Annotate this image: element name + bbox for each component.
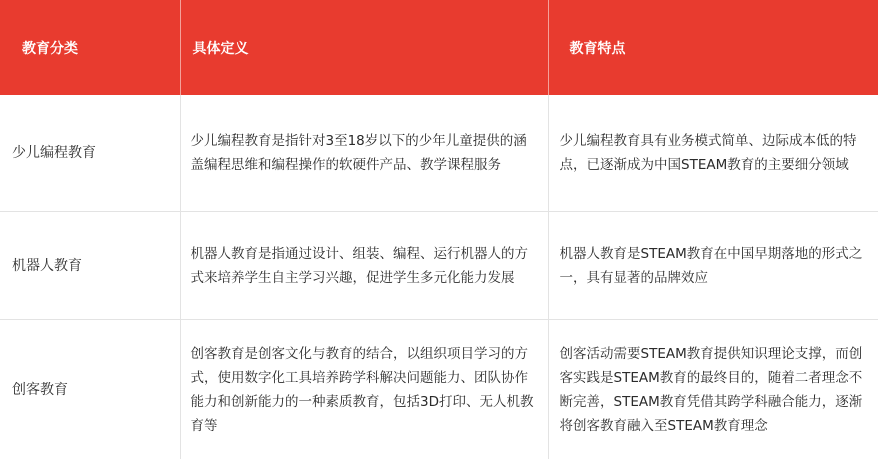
table-header-row — [0, 0, 878, 95]
row-category: 创客教育 — [0, 320, 180, 459]
row-category: 少儿编程教育 — [0, 95, 180, 211]
row-features: 机器人教育是STEAM教育在中国早期落地的形式之一，具有显著的品牌效应 — [548, 211, 878, 319]
header-features: 教育特点 — [569, 40, 626, 57]
row-definition: 少儿编程教育是指针对3至18岁以下的少年儿童提供的涵盖编程思维和编程操作的软硬件产品、教学课程服务 — [180, 95, 548, 211]
table-row — [0, 320, 878, 459]
table-row — [0, 95, 878, 211]
row-definition: 机器人教育是指通过设计、组装、编程、运行机器人的方式来培养学生自主学习兴趣，促进学生多元化能力发展 — [180, 211, 548, 319]
row-features: 创客活动需要STEAM教育提供知识理论支撑，而创客实践是STEAM教育的最终目的，随着二者理念不断完善，STEAM教育凭借其跨学科融合能力，逐渐将创客教育融入至STEAM教育理念 — [559, 345, 863, 434]
header-definition: 具体定义 — [180, 0, 548, 95]
row-definition: 创客教育是创客文化与教育的结合，以组织项目学习的方式，使用数字化工具培养跨学科解决问题能力、团队协作能力和创新能力的一种素质教育，包括3D打印、无人机教育等 — [180, 320, 548, 459]
row-features: 少儿编程教育具有业务模式简单、边际成本低的特点，已逐渐成为中国STEAM教育的主要细分领域 — [548, 95, 878, 211]
header-category: 教育分类 — [0, 0, 180, 95]
row-category: 机器人教育 — [0, 211, 180, 319]
table-row — [0, 211, 878, 319]
